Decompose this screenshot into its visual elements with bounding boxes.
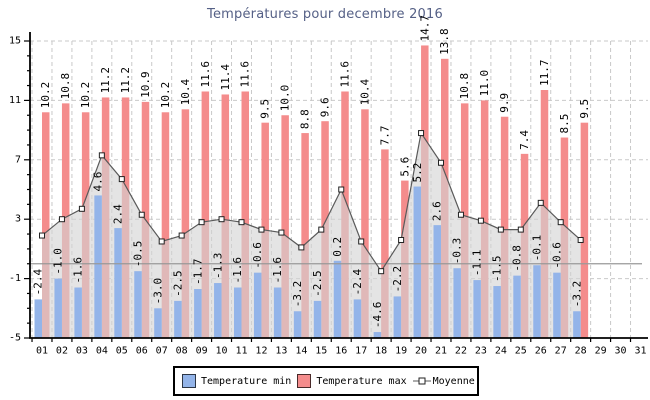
y-tick-label: 11 [8, 94, 21, 106]
value-label-min: -2.5 [171, 270, 185, 297]
value-label-max: 9.9 [498, 92, 512, 113]
value-label-max: 11.7 [538, 59, 551, 87]
value-label-max: 8.8 [298, 109, 312, 130]
value-label-max: 11.2 [119, 66, 133, 94]
bar-temp-min [35, 299, 43, 338]
bar-temp-min [493, 286, 501, 338]
x-tick-label: 04 [95, 345, 108, 357]
x-tick-label: 10 [215, 345, 228, 357]
value-label-max: 9.5 [577, 98, 591, 119]
y-tick-label: -1 [8, 273, 21, 285]
bar-temp-min [254, 273, 262, 338]
moyenne-marker [159, 239, 164, 244]
x-tick-label: 02 [55, 345, 68, 357]
moyenne-marker [319, 227, 324, 232]
moyenne-marker [239, 220, 244, 225]
x-tick-label: 24 [494, 345, 507, 357]
bar-temp-min [134, 271, 142, 338]
x-tick-label: 11 [235, 345, 248, 357]
value-label-min: -2.4 [31, 268, 45, 296]
bar-temp-min [74, 288, 82, 338]
moyenne-marker [458, 212, 463, 217]
value-label-max: 14.7 [418, 14, 432, 42]
x-tick-label: 14 [295, 345, 308, 357]
moyenne-marker [99, 153, 104, 158]
moyenne-marker [419, 131, 424, 136]
bar-temp-min [394, 296, 402, 338]
x-tick-label: 26 [534, 345, 547, 357]
x-tick-label: 15 [315, 345, 328, 357]
moyenne-marker [558, 220, 563, 225]
x-tick-label: 31 [634, 345, 647, 357]
x-tick-label: 20 [415, 345, 428, 357]
value-label-max: 5.6 [398, 156, 412, 177]
bar-temp-min [354, 299, 362, 338]
value-label-min: -0.8 [510, 245, 524, 272]
x-tick-label: 30 [614, 345, 627, 357]
x-tick-label: 25 [514, 345, 527, 357]
value-label-max: 9.6 [318, 97, 332, 118]
value-label-min: -1.6 [271, 257, 285, 284]
value-label-max: 10.0 [278, 84, 292, 112]
x-tick-label: 28 [574, 345, 587, 357]
value-label-max: 7.4 [518, 129, 532, 150]
moyenne-marker [339, 187, 344, 192]
bar-temp-min [334, 261, 342, 338]
legend-swatch-min-icon [182, 374, 196, 388]
value-label-max: 8.5 [557, 113, 571, 134]
x-tick-label: 23 [474, 345, 487, 357]
value-label-min: 2.6 [430, 201, 444, 222]
x-tick-label: 17 [355, 345, 368, 357]
value-label-min: 0.2 [331, 236, 344, 257]
bar-temp-min [453, 268, 461, 338]
moyenne-marker [119, 177, 124, 182]
value-label-max: 11.6 [338, 60, 352, 88]
chart-title: Températures pour decembre 2016 [207, 7, 443, 22]
value-label-max: 11.2 [99, 66, 113, 94]
value-label-min: -2.4 [350, 268, 364, 296]
x-tick-label: 01 [35, 345, 49, 357]
y-tick-label: 3 [14, 213, 21, 225]
value-label-max: 10.8 [59, 72, 73, 100]
x-tick-label: 27 [554, 345, 567, 357]
value-label-max: 11.6 [198, 60, 212, 88]
moyenne-marker [219, 217, 224, 222]
value-label-min: -0.1 [530, 234, 544, 262]
moyenne-marker [399, 237, 404, 242]
x-tick-label: 07 [155, 345, 168, 357]
bar-temp-min [513, 276, 521, 338]
value-label-max: 13.8 [438, 28, 452, 55]
bar-temp-min [194, 289, 202, 338]
value-label-min: -1.1 [470, 249, 484, 277]
value-label-max: 10.2 [79, 81, 93, 109]
bar-temp-min [234, 288, 242, 338]
bar-temp-min [114, 228, 122, 338]
value-label-min: 2.4 [111, 204, 125, 225]
bar-temp-min [434, 225, 442, 338]
y-tick-label: -5 [8, 332, 21, 344]
bar-temp-min [154, 308, 162, 338]
value-label-max: 11.6 [238, 60, 252, 88]
bar-temp-min [553, 273, 561, 338]
value-label-max: 10.4 [358, 78, 372, 106]
moyenne-marker [139, 212, 144, 217]
value-label-min: -0.5 [131, 240, 145, 268]
x-tick-label: 12 [255, 345, 268, 357]
value-label-min: -2.2 [390, 265, 404, 293]
x-tick-label: 09 [195, 345, 208, 357]
value-label-max: 10.9 [139, 71, 152, 98]
moyenne-marker [279, 230, 284, 235]
bar-temp-min [274, 288, 282, 338]
bar-temp-min [214, 283, 222, 338]
moyenne-marker [538, 200, 543, 205]
legend [173, 366, 479, 396]
bar-temp-min [294, 311, 302, 338]
x-tick-label: 13 [275, 345, 288, 357]
x-tick-label: 16 [335, 345, 348, 357]
value-label-min: -1.0 [51, 248, 65, 275]
legend-label-max: Temperature max [316, 375, 407, 387]
value-label-min: -1.3 [211, 252, 225, 280]
value-label-min: 5.2 [410, 162, 424, 183]
x-tick-label: 05 [115, 345, 128, 357]
moyenne-marker [59, 217, 64, 222]
moyenne-marker [359, 239, 364, 244]
legend-label-min: Temperature min [201, 375, 292, 387]
x-tick-label: 18 [375, 345, 388, 357]
legend-label-moyenne: Moyenne [432, 375, 475, 387]
moyenne-marker [478, 218, 483, 223]
y-tick-label: 15 [8, 35, 21, 47]
x-tick-label: 29 [594, 345, 607, 357]
x-tick-label: 06 [135, 345, 148, 357]
moyenne-marker [40, 233, 45, 238]
x-tick-label: 08 [175, 345, 188, 357]
moyenne-marker [518, 227, 523, 232]
value-label-min: -3.2 [570, 280, 584, 308]
value-label-min: -0.6 [550, 242, 564, 269]
x-tick-label: 03 [75, 345, 88, 357]
bar-temp-min [314, 301, 322, 338]
value-label-max: 7.7 [378, 125, 392, 146]
value-label-min: -2.5 [311, 270, 325, 297]
x-tick-label: 19 [395, 345, 408, 357]
bar-temp-min [54, 279, 62, 338]
moyenne-marker [498, 227, 503, 232]
moyenne-marker [578, 237, 583, 242]
moyenne-marker [79, 206, 84, 211]
value-label-max: 10.2 [158, 81, 172, 109]
value-label-min: -1.6 [71, 257, 85, 284]
value-label-max: 11.4 [218, 63, 232, 91]
value-label-min: -1.5 [490, 255, 504, 283]
value-label-min: 4.6 [91, 171, 105, 192]
legend-swatch-max-icon [297, 374, 311, 388]
y-tick-label: 7 [14, 154, 21, 166]
x-tick-label: 21 [434, 345, 448, 357]
value-label-max: 10.4 [178, 78, 192, 106]
value-label-min: -1.6 [231, 257, 245, 284]
value-label-max: 9.5 [258, 98, 272, 119]
bar-temp-min [94, 195, 102, 338]
moyenne-marker [199, 220, 204, 225]
bar-temp-min [573, 311, 581, 338]
value-label-min: -3.2 [291, 280, 305, 308]
value-label-max: 10.2 [39, 81, 53, 109]
value-label-max: 10.8 [458, 72, 472, 100]
bar-temp-min [473, 280, 481, 338]
bar-temp-min [174, 301, 182, 338]
moyenne-marker [259, 227, 264, 232]
value-label-min: -1.7 [191, 258, 205, 285]
moyenne-marker [299, 245, 304, 250]
bar-temp-min [414, 187, 422, 338]
value-label-min: -0.6 [251, 242, 265, 269]
value-label-min: -3.0 [151, 277, 165, 305]
x-tick-label: 22 [454, 345, 467, 357]
value-label-max: 11.0 [478, 69, 492, 97]
value-label-min: -4.6 [370, 301, 384, 329]
value-label-min: -0.3 [450, 237, 464, 265]
bar-temp-min [533, 265, 541, 338]
moyenne-marker [439, 160, 444, 165]
moyenne-marker [379, 269, 384, 274]
moyenne-marker [179, 233, 184, 238]
legend-moyenne-marker-icon [413, 376, 431, 386]
